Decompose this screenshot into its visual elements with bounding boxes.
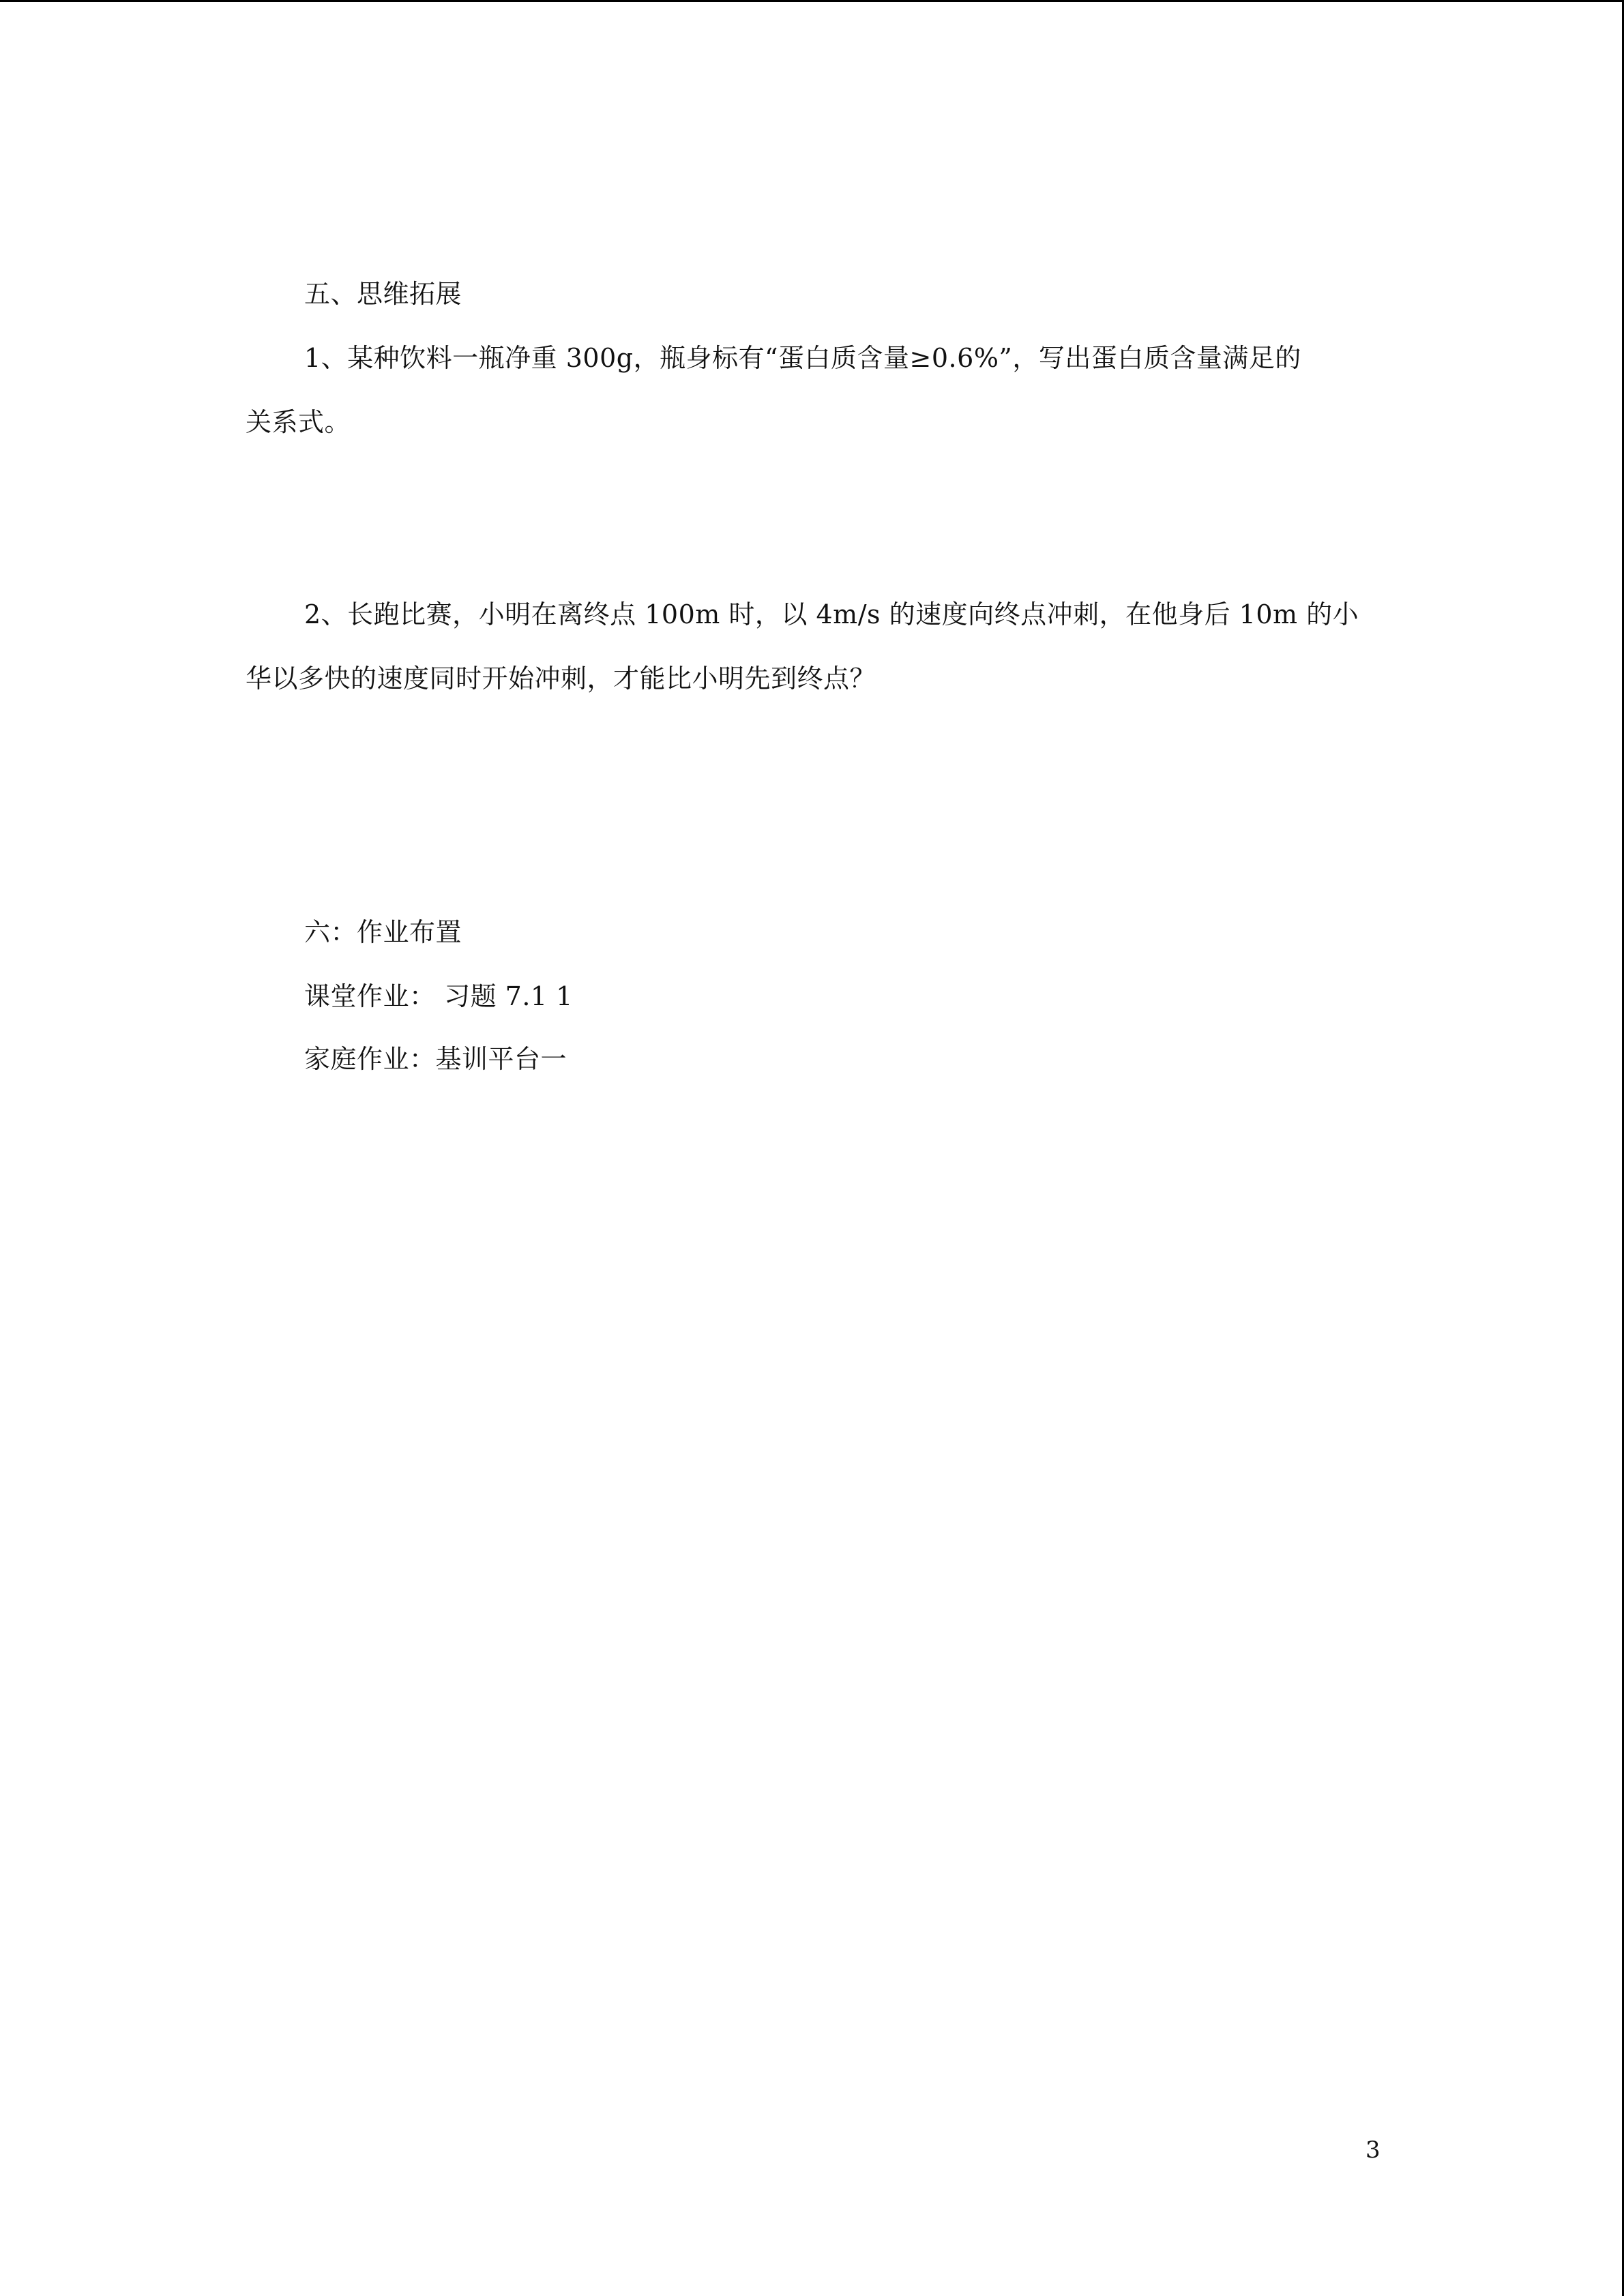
page-number: 3 <box>1365 2136 1381 2164</box>
classwork-assignment: 课堂作业： 习题 7.1 1 <box>304 981 573 1011</box>
problem-2-line-2: 华以多快的速度同时开始冲刺，才能比小明先到终点？ <box>246 664 876 694</box>
section-heading-homework: 六：作业布置 <box>304 917 462 947</box>
problem-1-line-2: 关系式。 <box>246 407 351 437</box>
section-heading-thinking-extension: 五、思维拓展 <box>304 279 462 309</box>
home-assignment: 家庭作业：基训平台一 <box>304 1044 567 1074</box>
problem-2-line-1: 2、长跑比赛，小明在离终点 100m 时，以 4m/s 的速度向终点冲刺，在他身后 10m 的小 <box>304 599 1359 629</box>
problem-1-line-1: 1、某种饮料一瓶净重 300g，瓶身标有“蛋白质含量≥0.6%”，写出蛋白质含量满足的 <box>304 343 1301 373</box>
